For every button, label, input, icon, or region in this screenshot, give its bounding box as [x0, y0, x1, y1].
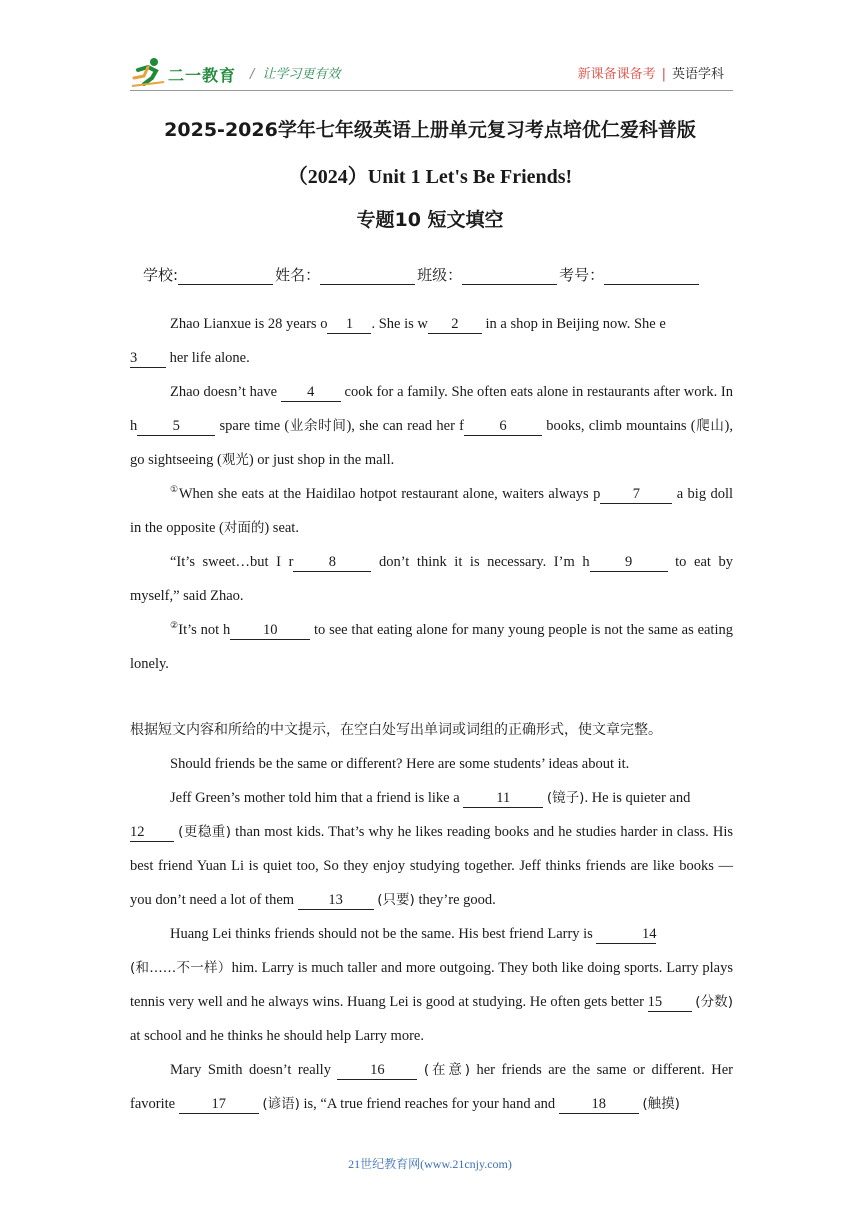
- text: Mary Smith doesn’t really: [170, 1062, 338, 1078]
- blank-18[interactable]: 18: [559, 1095, 639, 1114]
- section-title: 专题10 短文填空: [356, 209, 504, 231]
- student-info-row: [143, 264, 701, 285]
- chinese-hint: (镜子): [546, 790, 585, 806]
- school-field[interactable]: [178, 268, 273, 285]
- blank-10[interactable]: 10: [230, 621, 310, 640]
- blank-9[interactable]: 9: [590, 553, 668, 572]
- blank-2[interactable]: 2: [428, 315, 482, 334]
- text: . She is w: [371, 316, 428, 332]
- text: they’re good.: [414, 892, 496, 908]
- chinese-hint: (谚语): [262, 1096, 300, 1112]
- passage-one: [130, 307, 733, 681]
- text: books, climb mountains (: [542, 418, 696, 434]
- blank-8[interactable]: 8: [293, 553, 371, 572]
- text: ), go sightseeing (: [130, 418, 734, 468]
- text: When she eats at the Haidilao hotpot restaurant alone, waiters always p: [178, 486, 601, 502]
- chinese-hint: 业余时间: [289, 418, 347, 434]
- blank-4[interactable]: 4: [281, 383, 341, 402]
- chinese-hint: (触摸): [642, 1096, 680, 1112]
- class-label: 班级：: [417, 266, 463, 284]
- text: in a shop in Beijing now. She e: [481, 316, 666, 332]
- name-label: 姓名：: [275, 266, 321, 284]
- circled-mark-1: ①: [170, 484, 179, 495]
- blank-3[interactable]: 3: [130, 349, 166, 368]
- text: her friends are the same or different. Her favorite: [130, 1062, 733, 1112]
- paragraph: [130, 1053, 733, 1121]
- chinese-hint: 观光: [221, 452, 249, 468]
- text: to eat by myself,” said Zhao.: [130, 554, 733, 604]
- blank-6[interactable]: 6: [464, 417, 542, 436]
- text: to see that eating alone for many young people is not the same as eating lonely.: [130, 622, 733, 672]
- blank-15[interactable]: 15: [648, 993, 692, 1012]
- paragraph: [130, 781, 733, 917]
- chinese-hint: 爬山: [695, 418, 725, 434]
- text: ) seat.: [264, 520, 299, 536]
- paragraph: [130, 477, 733, 545]
- text: don’t think it is necessary. I’m h: [371, 554, 590, 570]
- header-right: [578, 63, 724, 82]
- header-tag-prep: 新课备课备考: [577, 67, 656, 82]
- header-tag-subject: 英语学科: [671, 67, 724, 82]
- page-footer: 21世纪教育网(www.21cnjy.com): [348, 1157, 512, 1171]
- chinese-hint: (分数): [695, 994, 733, 1010]
- text: than most kids. That’s why he likes reading books and he studies harder in class. His best friend Yuan Li is quiet too, So they enjoy studying together. Jeff thinks friends are like books — you don’t need a lot of them: [130, 824, 733, 908]
- paragraph: Should friends be the same or different? Here are some students’ ideas about it.: [170, 756, 630, 772]
- number-label: 考号：: [559, 266, 605, 284]
- blank-16[interactable]: 16: [337, 1061, 417, 1080]
- text: Jeff Green’s mother told him that a friend is like a: [170, 790, 464, 806]
- runner-logo-icon: [130, 56, 166, 88]
- text: It’s not h: [178, 622, 231, 638]
- text: Zhao Lianxue is 28 years o: [170, 316, 328, 332]
- text: Huang Lei thinks friends should not be the same. His best friend Larry is: [170, 926, 597, 942]
- text: her life alone.: [166, 350, 250, 366]
- circled-mark-2: ②: [170, 620, 179, 631]
- paragraph: [130, 375, 733, 477]
- blank-13[interactable]: 13: [298, 891, 374, 910]
- header-rule: [130, 90, 733, 91]
- chinese-hint: 对面的: [223, 520, 265, 536]
- paragraph: [130, 917, 733, 1053]
- slogan-text: 让学习更有效: [262, 67, 341, 82]
- class-field[interactable]: [462, 268, 557, 285]
- text: at school and he thinks he should help Larry more.: [130, 1028, 424, 1044]
- chinese-hint: (和……不一样）: [130, 960, 232, 976]
- text: . He is quieter and: [584, 790, 691, 806]
- chinese-hint: (在意): [423, 1062, 471, 1078]
- chinese-hint: (更稳重): [178, 824, 232, 840]
- number-field[interactable]: [604, 268, 699, 285]
- paragraph: [130, 545, 733, 613]
- blank-17[interactable]: 17: [179, 1095, 259, 1114]
- blank-5[interactable]: 5: [137, 417, 215, 436]
- blank-1[interactable]: 1: [327, 315, 371, 334]
- blank-11[interactable]: 11: [463, 789, 543, 808]
- text: is, “A true friend reaches for your hand and: [299, 1096, 559, 1112]
- brand-logo: [130, 56, 250, 88]
- text: him. Larry is much taller and more outgoing. They both like doing sports. Larry plays tennis very well and he always wins. Huang Lei is good at studying. He often gets better: [130, 960, 733, 1010]
- page-subtitle: （2024）Unit 1 Let's Be Friends!: [287, 166, 573, 188]
- text: a big doll in the opposite (: [130, 486, 734, 536]
- school-label: 学校:: [143, 266, 179, 284]
- instruction: 根据短文内容和所给的中文提示，在空白处写出单词或词组的正确形式，使文章完整。: [130, 722, 662, 738]
- passage-two: [130, 713, 733, 1121]
- chinese-hint: (只要): [377, 892, 415, 908]
- paragraph: [130, 307, 733, 375]
- text: spare time (: [215, 418, 290, 434]
- text: ) or just shop in the mall.: [248, 452, 395, 468]
- logo-text: 二一教育: [168, 66, 237, 85]
- blank-7[interactable]: 7: [600, 485, 672, 504]
- page-header: [130, 56, 730, 92]
- text: ), she can read her f: [346, 418, 464, 434]
- text: cook for a family. She often eats alone in restaurants after work. In h: [130, 384, 734, 434]
- text: Zhao doesn’t have: [170, 384, 281, 400]
- page-title: 2025-2026学年七年级英语上册单元复习考点培优仁爱科普版: [164, 119, 696, 141]
- text: “It’s sweet…but I r: [170, 554, 294, 570]
- blank-12[interactable]: 12: [130, 823, 174, 842]
- header-divider: |: [661, 67, 666, 82]
- slogan: / 让学习更有效: [250, 67, 341, 82]
- name-field[interactable]: [320, 268, 415, 285]
- paragraph: [130, 613, 733, 681]
- blank-14[interactable]: 14: [596, 925, 656, 944]
